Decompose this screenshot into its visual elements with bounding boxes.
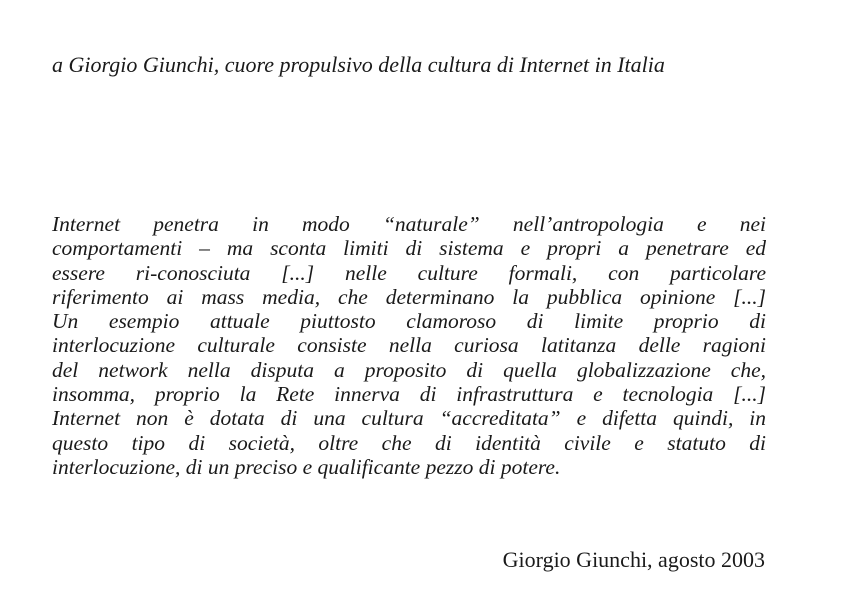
- quote-line: Un esempio attuale piuttosto clamoroso di limite proprio di: [52, 309, 766, 334]
- quote-block: [52, 212, 766, 479]
- quote-line: essere ri-conosciuta [...] nelle culture formali, con particolare: [52, 260, 766, 285]
- quote-line: interlocuzione culturale consiste nella curiosa latitanza delle ragioni: [52, 333, 766, 358]
- quote-line: del network nella disputa a proposito di quella globalizzazione che,: [52, 357, 766, 382]
- quote-line: insomma, proprio la Rete innerva di infrastruttura e tecnologia [...]: [52, 382, 766, 407]
- quote-line: interlocuzione, di un preciso e qualificante pezzo di potere.: [52, 454, 561, 479]
- quote-line: Internet penetra in modo “naturale” nell’antropologia e nei: [52, 212, 766, 236]
- dedication-text: a Giorgio Giunchi, cuore propulsivo della cultura di Internet in Italia: [52, 52, 665, 77]
- quote-line: comportamenti – ma sconta limiti di sistema e propri a penetrare ed: [52, 236, 766, 261]
- quote-line: riferimento ai mass media, che determinano la pubblica opinione [...]: [52, 284, 766, 309]
- signature-text: Giorgio Giunchi, agosto 2003: [502, 547, 765, 572]
- quote-line: questo tipo di società, oltre che di identità civile e statuto di: [52, 430, 766, 455]
- quote-line: Internet non è dotata di una cultura “accreditata” e difetta quindi, in: [52, 406, 766, 431]
